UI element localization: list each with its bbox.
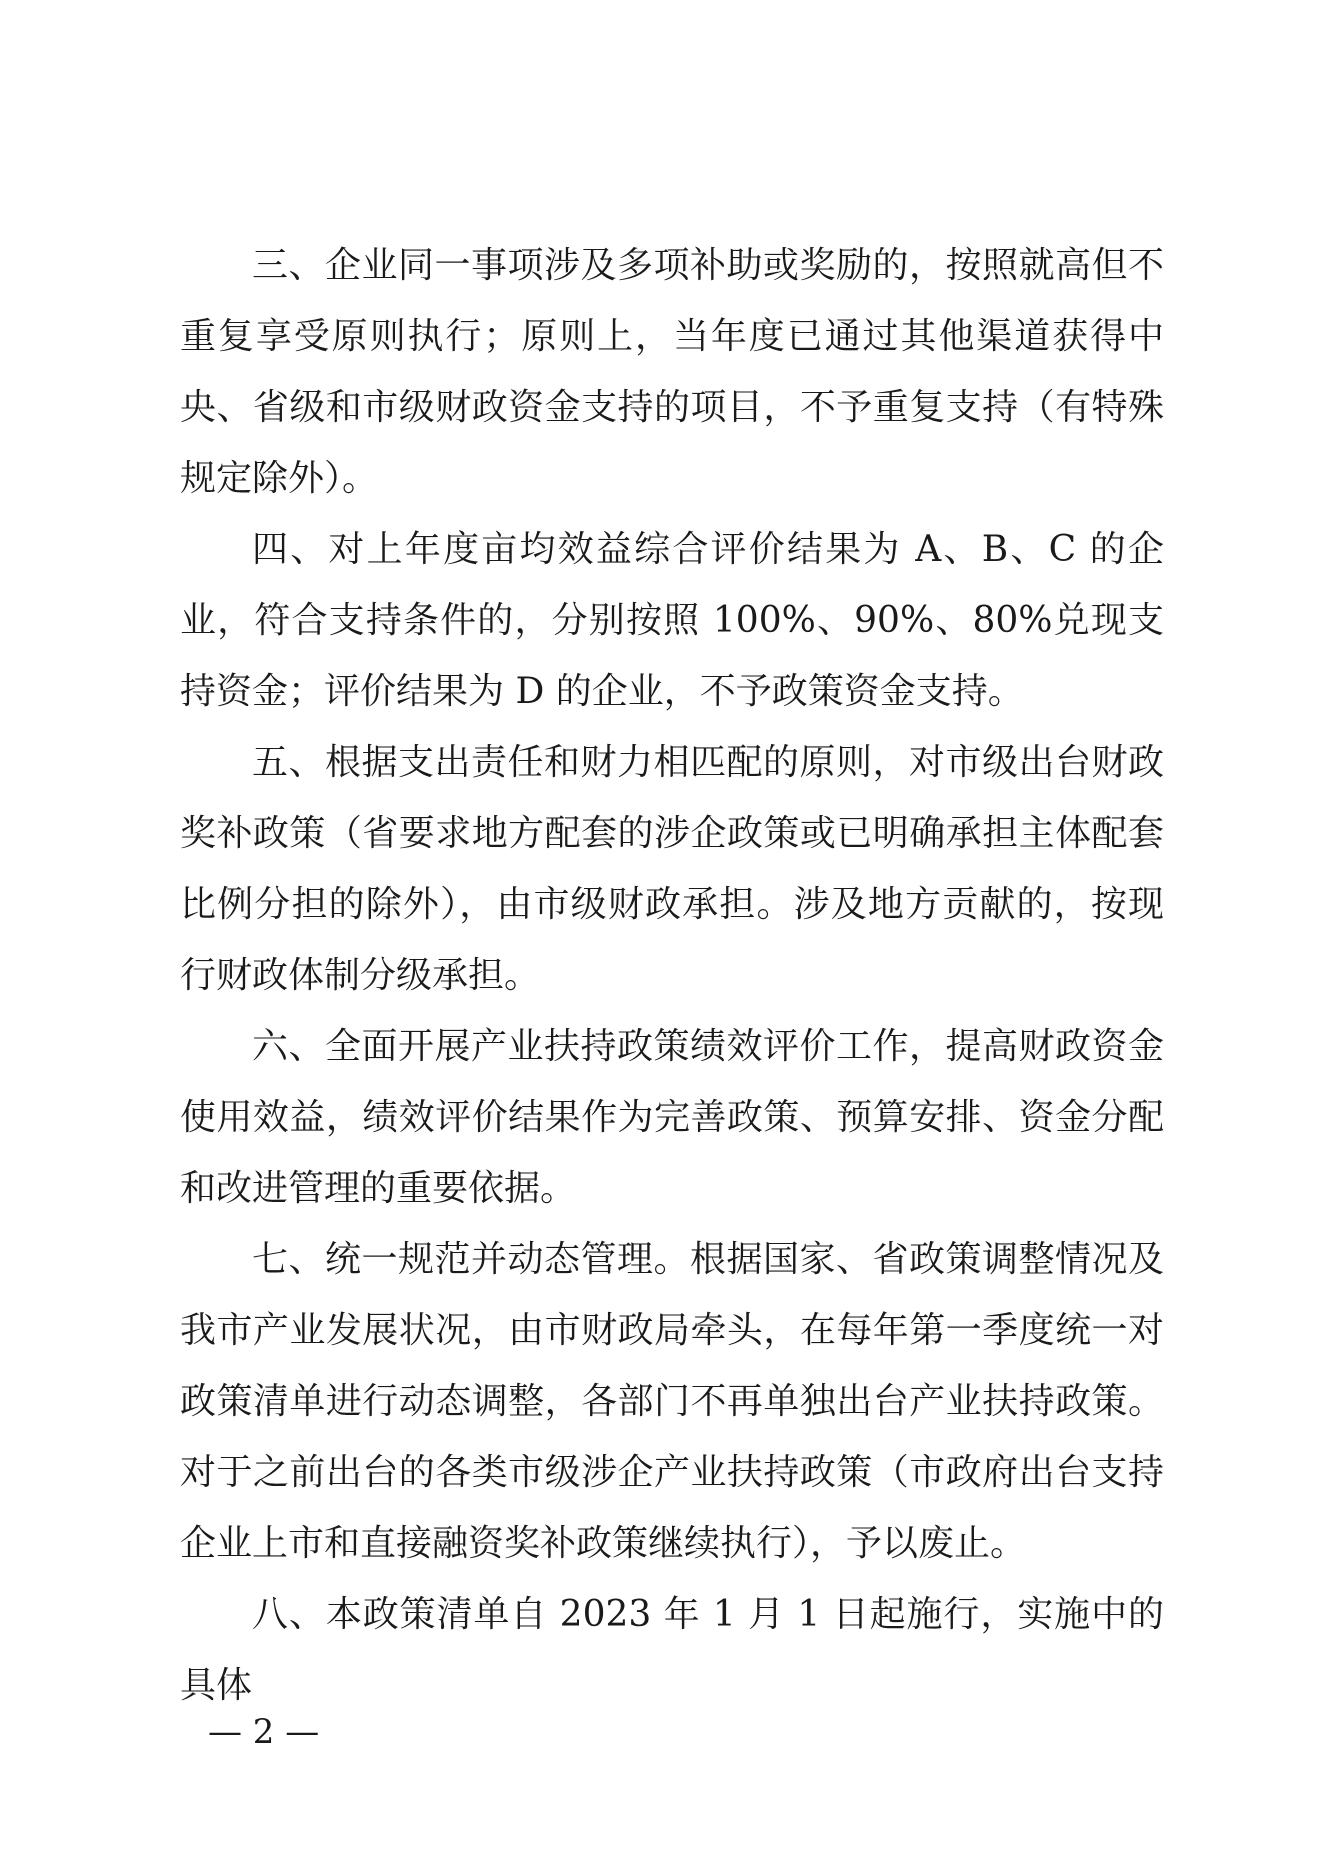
document-body <box>180 230 1164 1721</box>
paragraph-7: 七、统一规范并动态管理。根据国家、省政策调整情况及我市产业发展状况，由市财政局牵头，在每年第一季度统一对政策清单进行动态调整，各部门不再单独出台产业扶持政策。对于之前出台的各类市级涉企产业扶持政策（市政府出台支持企业上市和直接融资奖补政策继续执行），予以废止。 <box>180 1239 1164 1564</box>
paragraph-3: 三、企业同一事项涉及多项补助或奖励的，按照就高但不重复享受原则执行；原则上，当年度已通过其他渠道获得中央、省级和市级财政资金支持的项目，不予重复支持（有特殊规定除外）。 <box>180 245 1164 499</box>
paragraph-8: 八、本政策清单自 2023 年 1 月 1 日起施行，实施中的具体 <box>180 1594 1164 1706</box>
paragraph-6: 六、全面开展产业扶持政策绩效评价工作，提高财政资金使用效益，绩效评价结果作为完善政策、预算安排、资金分配和改进管理的重要依据。 <box>180 1026 1164 1209</box>
paragraph-4: 四、对上年度亩均效益综合评价结果为 A、B、C 的企业，符合支持条件的，分别按照 100%、90%、80%兑现支持资金；评价结果为 D 的企业，不予政策资金支持。 <box>180 529 1164 712</box>
page-number: — 2 — <box>208 1712 320 1752</box>
paragraph-5: 五、根据支出责任和财力相匹配的原则，对市级出台财政奖补政策（省要求地方配套的涉企政策或已明确承担主体配套比例分担的除外），由市级财政承担。涉及地方贡献的，按现行财政体制分级承担。 <box>180 742 1164 996</box>
